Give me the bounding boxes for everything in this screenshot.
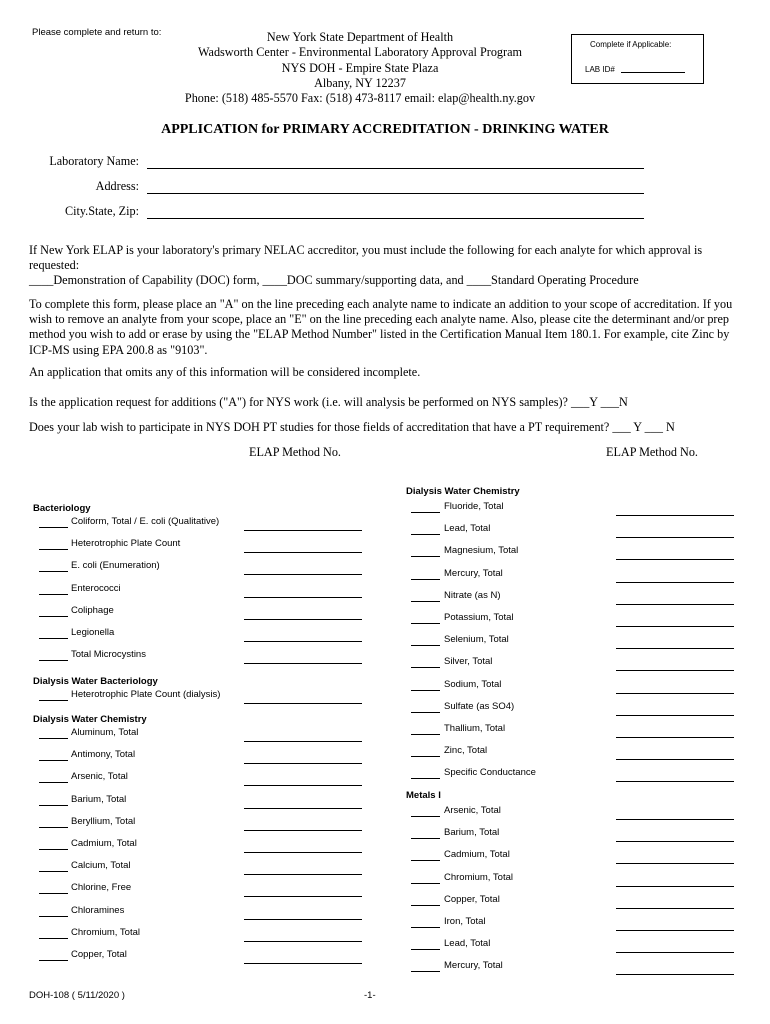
analyte-name: Chromium, Total bbox=[71, 926, 140, 938]
analyte-code-blank[interactable] bbox=[411, 534, 440, 535]
analyte-code-blank[interactable] bbox=[39, 738, 68, 739]
analyte-name: Barium, Total bbox=[71, 793, 127, 805]
lab-id-line[interactable] bbox=[621, 72, 685, 73]
city-state-zip-label: City.State, Zip: bbox=[64, 204, 139, 218]
analyte-name: Beryllium, Total bbox=[71, 815, 136, 827]
method-header-left: ELAP Method No. bbox=[249, 445, 341, 459]
method-number-line[interactable] bbox=[244, 941, 362, 942]
analyte-name: Coliphage bbox=[71, 604, 114, 616]
method-number-line[interactable] bbox=[616, 886, 734, 887]
analyte-code-blank[interactable] bbox=[411, 667, 440, 668]
analyte-code-blank[interactable] bbox=[411, 756, 440, 757]
analyte-code-blank[interactable] bbox=[411, 927, 440, 928]
analyte-name: Antimony, Total bbox=[71, 749, 136, 761]
method-number-line[interactable] bbox=[244, 703, 362, 704]
analyte-code-blank[interactable] bbox=[39, 638, 68, 639]
analyte-code-blank[interactable] bbox=[39, 916, 68, 917]
page-number: -1- bbox=[364, 990, 376, 1001]
analyte-name: Heterotrophic Plate Count bbox=[71, 538, 181, 550]
analyte-code-blank[interactable] bbox=[411, 971, 440, 972]
method-number-line[interactable] bbox=[616, 841, 734, 842]
analyte-name: Thallium, Total bbox=[444, 723, 506, 734]
method-number-line[interactable] bbox=[244, 641, 362, 642]
pt-studies-question: Does your lab wish to participate in NYS DOH PT studies for those fields of accreditation that have a PT requirement? ___ Y ___ N bbox=[29, 420, 675, 434]
analyte-code-blank[interactable] bbox=[39, 700, 68, 701]
analyte-name: Cadmium, Total bbox=[71, 838, 137, 849]
analyte-code-blank[interactable] bbox=[411, 512, 440, 513]
scope-instructions: To complete this form, please place an "A" on the line preceding each analyte name to indicate an addition to your scope of accreditation. If you wish to remove an analyte from your scope, place an "E" on the line preceding each analyte name. Also, please cite the determinant and/or prep method you wish to add or erase by using the "ELAP Method Number" listed in the Certification Manual Item 180.1. For example, cite Zinc by ICP-MS using EPA 200.8 as "9103". bbox=[29, 297, 733, 357]
analyte-code-blank[interactable] bbox=[39, 960, 68, 961]
analyte-name: Mercury, Total bbox=[444, 960, 503, 972]
method-number-line[interactable] bbox=[616, 930, 734, 931]
method-number-line[interactable] bbox=[244, 874, 362, 875]
analyte-name: Chromium, Total bbox=[444, 871, 513, 883]
analyte-code-blank[interactable] bbox=[411, 601, 440, 602]
method-number-line[interactable] bbox=[616, 737, 734, 738]
incomplete-warning: An application that omits any of this information will be considered incomplete. bbox=[29, 365, 421, 379]
address-label: Address: bbox=[95, 179, 139, 193]
form-title: APPLICATION for PRIMARY ACCREDITATION - DRINKING WATER bbox=[161, 122, 609, 137]
analyte-name: Total Microcystins bbox=[71, 649, 146, 661]
laboratory-name-label: Laboratory Name: bbox=[49, 154, 139, 168]
analyte-name: Calcium, Total bbox=[71, 860, 131, 872]
analyte-name: Heterotrophic Plate Count (dialysis) bbox=[71, 689, 221, 700]
analyte-name: Barium, Total bbox=[444, 827, 500, 839]
analyte-code-blank[interactable] bbox=[411, 734, 440, 735]
analyte-code-blank[interactable] bbox=[411, 883, 440, 884]
analyte-code-blank[interactable] bbox=[39, 827, 68, 828]
method-number-line[interactable] bbox=[244, 808, 362, 809]
analyte-code-blank[interactable] bbox=[411, 645, 440, 646]
analyte-code-blank[interactable] bbox=[411, 816, 440, 817]
analyte-name: Specific Conductance bbox=[444, 767, 536, 779]
analyte-name: Zinc, Total bbox=[444, 745, 488, 757]
analyte-code-blank[interactable] bbox=[39, 571, 68, 572]
method-number-line[interactable] bbox=[616, 974, 734, 975]
applicable-box bbox=[571, 34, 704, 84]
method-number-line[interactable] bbox=[616, 670, 734, 671]
nelac-instruction: If New York ELAP is your laboratory's primary NELAC accreditor, you must include the following for each analyte for which approval is requested: bbox=[29, 243, 703, 273]
method-number-line[interactable] bbox=[244, 619, 362, 620]
method-number-line[interactable] bbox=[616, 582, 734, 583]
city-state-zip-field[interactable] bbox=[147, 218, 644, 219]
method-number-line[interactable] bbox=[244, 963, 362, 964]
analyte-code-blank[interactable] bbox=[411, 579, 440, 580]
nys-work-question: Is the application request for additions ("A") for NYS work (i.e. will analysis be performed on NYS samples)? ___Y ___N bbox=[29, 395, 628, 409]
method-number-line[interactable] bbox=[244, 552, 362, 553]
analyte-code-blank[interactable] bbox=[411, 949, 440, 950]
method-number-line[interactable] bbox=[616, 537, 734, 538]
analyte-name: Chloramines bbox=[71, 904, 125, 916]
analyte-code-blank[interactable] bbox=[411, 712, 440, 713]
section-heading: Dialysis Water Chemistry bbox=[33, 714, 147, 725]
analyte-code-blank[interactable] bbox=[411, 778, 440, 779]
analyte-name: E. coli (Enumeration) bbox=[71, 560, 160, 572]
method-number-line[interactable] bbox=[244, 597, 362, 598]
method-number-line[interactable] bbox=[616, 952, 734, 953]
return-label: Please complete and return to: bbox=[32, 27, 162, 38]
method-number-line[interactable] bbox=[244, 763, 362, 764]
section-heading: Dialysis Water Bacteriology bbox=[33, 676, 158, 687]
method-number-line[interactable] bbox=[244, 852, 362, 853]
method-number-line[interactable] bbox=[616, 559, 734, 560]
method-number-line[interactable] bbox=[244, 785, 362, 786]
analyte-code-blank[interactable] bbox=[411, 838, 440, 839]
analyte-name: Selenium, Total bbox=[444, 634, 509, 646]
method-number-line[interactable] bbox=[616, 715, 734, 716]
analyte-name: Aluminum, Total bbox=[71, 727, 139, 738]
analyte-name: Sulfate (as SO4) bbox=[444, 700, 515, 712]
analyte-code-blank[interactable] bbox=[39, 849, 68, 850]
analyte-name: Enterococci bbox=[71, 582, 121, 594]
analyte-code-blank[interactable] bbox=[411, 556, 440, 557]
analyte-name: Silver, Total bbox=[444, 656, 493, 668]
agency-line: NYS DOH - Empire State Plaza bbox=[281, 60, 439, 75]
analyte-name: Copper, Total bbox=[444, 893, 500, 905]
analyte-code-blank[interactable] bbox=[39, 760, 68, 761]
laboratory-name-field[interactable] bbox=[147, 168, 644, 169]
analyte-code-blank[interactable] bbox=[411, 905, 440, 906]
method-number-line[interactable] bbox=[244, 830, 362, 831]
analyte-name: Arsenic, Total bbox=[71, 771, 128, 783]
method-number-line[interactable] bbox=[616, 819, 734, 820]
agency-line: New York State Department of Health bbox=[266, 30, 454, 44]
method-number-line[interactable] bbox=[244, 663, 362, 664]
method-number-line[interactable] bbox=[616, 693, 734, 694]
analyte-code-blank[interactable] bbox=[411, 623, 440, 624]
analyte-code-blank[interactable] bbox=[39, 938, 68, 939]
analyte-code-blank[interactable] bbox=[39, 805, 68, 806]
analyte-code-blank[interactable] bbox=[39, 616, 68, 617]
analyte-code-blank[interactable] bbox=[39, 594, 68, 595]
section-heading: Dialysis Water Chemistry bbox=[406, 486, 520, 497]
analyte-code-blank[interactable] bbox=[39, 871, 68, 872]
analyte-name: Lead, Total bbox=[444, 938, 491, 950]
analyte-name: Sodium, Total bbox=[444, 678, 502, 690]
analyte-code-blank[interactable] bbox=[411, 690, 440, 691]
analyte-code-blank[interactable] bbox=[411, 860, 440, 861]
lab-id-field[interactable] bbox=[585, 65, 685, 74]
agency-address-block bbox=[140, 30, 580, 106]
analyte-name: Coliform, Total / E. coli (Qualitative) bbox=[71, 516, 220, 527]
method-number-line[interactable] bbox=[616, 863, 734, 864]
form-id: DOH-108 ( 5/11/2020 ) bbox=[29, 990, 125, 1001]
address-field[interactable] bbox=[147, 193, 644, 194]
analyte-code-blank[interactable] bbox=[39, 527, 68, 528]
analyte-code-blank[interactable] bbox=[39, 660, 68, 661]
analyte-name: Chlorine, Free bbox=[71, 882, 132, 894]
agency-line: Phone: (518) 485-5570 Fax: (518) 473-8117 email: elap@health.ny.gov bbox=[184, 91, 536, 106]
section-heading: Metals I bbox=[406, 790, 441, 801]
analyte-code-blank[interactable] bbox=[39, 782, 68, 783]
method-number-line[interactable] bbox=[616, 515, 734, 516]
method-number-line[interactable] bbox=[616, 626, 734, 627]
required-documents-line: ____Demonstration of Capability (DOC) form, ____DOC summary/supporting data, and ____Standard Operating Procedure bbox=[29, 273, 639, 287]
analyte-code-blank[interactable] bbox=[39, 549, 68, 550]
method-number-line[interactable] bbox=[616, 908, 734, 909]
analyte-name: Iron, Total bbox=[444, 916, 486, 927]
method-number-line[interactable] bbox=[616, 759, 734, 760]
analyte-code-blank[interactable] bbox=[39, 893, 68, 894]
lab-id-label: LAB ID# bbox=[585, 65, 615, 74]
analyte-name: Potassium, Total bbox=[444, 612, 514, 623]
agency-line: Wadsworth Center - Environmental Laboratory Approval Program bbox=[198, 45, 522, 60]
method-number-line[interactable] bbox=[244, 741, 362, 742]
analyte-name: Legionella bbox=[71, 627, 115, 638]
analyte-name: Arsenic, Total bbox=[444, 805, 501, 816]
method-number-line[interactable] bbox=[244, 919, 362, 920]
analyte-name: Nitrate (as N) bbox=[444, 589, 501, 601]
analyte-name: Magnesium, Total bbox=[444, 545, 519, 557]
analyte-name: Lead, Total bbox=[444, 523, 491, 535]
analyte-name: Mercury, Total bbox=[444, 567, 503, 579]
section-heading: Bacteriology bbox=[33, 503, 91, 514]
method-number-line[interactable] bbox=[244, 896, 362, 897]
method-number-line[interactable] bbox=[244, 530, 362, 531]
method-header-right: ELAP Method No. bbox=[606, 445, 698, 459]
analyte-name: Cadmium, Total bbox=[444, 849, 510, 861]
applicable-title: Complete if Applicable: bbox=[590, 40, 672, 49]
analyte-name: Fluoride, Total bbox=[444, 501, 504, 512]
analyte-name: Copper, Total bbox=[71, 949, 127, 960]
agency-line: Albany, NY 12237 bbox=[314, 75, 406, 90]
method-number-line[interactable] bbox=[616, 604, 734, 605]
method-number-line[interactable] bbox=[616, 781, 734, 782]
method-number-line[interactable] bbox=[616, 648, 734, 649]
method-number-line[interactable] bbox=[244, 574, 362, 575]
